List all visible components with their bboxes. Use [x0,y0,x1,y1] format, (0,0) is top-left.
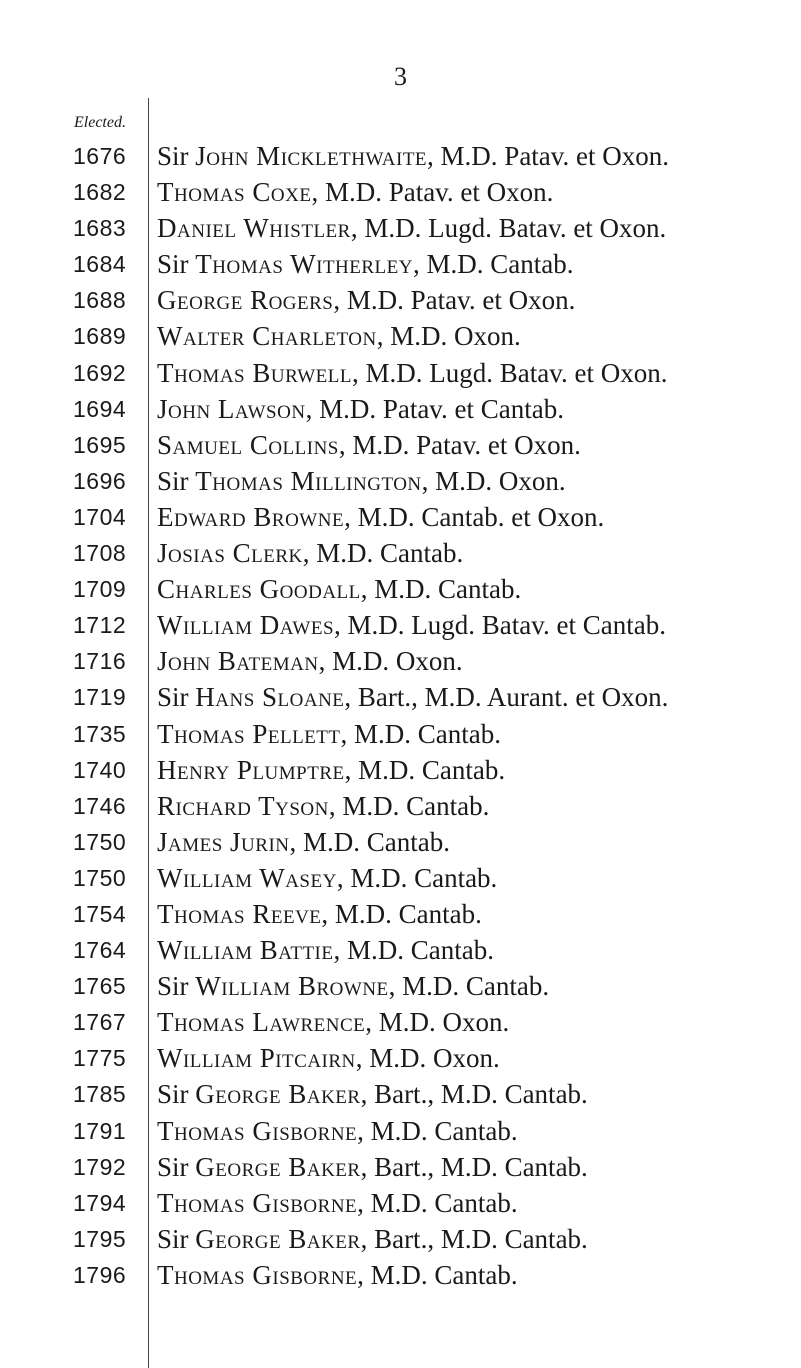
entry-name: George Baker [195,1223,361,1254]
entry-year: 1689 [73,323,127,350]
entry-year: 1735 [73,720,127,747]
entry-year: 1785 [73,1081,127,1108]
entry-text [157,824,450,860]
entry-name: Daniel Whistler [157,213,351,244]
entry-prefix: Sir [157,682,196,713]
entry-year: 1683 [73,215,127,242]
entry-prefix: Sir [157,1079,196,1110]
entry-degree: , M.D. Lugd. Batav. et Cantab. [334,610,666,641]
entry-text [157,499,604,535]
list-item [0,679,801,715]
entry-text [157,246,573,282]
list-item [0,391,801,427]
list-item [0,210,801,246]
list-item [0,1149,801,1185]
entry-year: 1764 [73,937,127,964]
entry-degree: , Bart., M.D. Cantab. [360,1151,588,1182]
entry-name: John Lawson [157,393,306,424]
entry-name: Josias Clerk [157,538,303,569]
entry-year: 1794 [73,1189,127,1216]
list-item [0,318,801,354]
entry-name: William Pitcairn [157,1043,356,1074]
entry-year: 1775 [73,1045,127,1072]
entry-name: Thomas Gisborne [157,1259,358,1290]
entry-year: 1716 [73,648,127,675]
list-item [0,1076,801,1112]
page-number: 3 [394,62,407,91]
entry-name: Richard Tyson [157,790,329,821]
entry-name: Thomas Witherley [195,249,413,280]
entry-year: 1746 [73,792,127,819]
list-item [0,463,801,499]
entry-text [157,174,553,210]
list-item [0,968,801,1004]
entry-name: Henry Plumptre [157,754,345,785]
entry-text [157,1076,588,1112]
entry-name: George Baker [195,1151,361,1182]
entry-degree: , M.D. Cantab. [333,935,494,966]
entry-text [157,932,494,968]
entry-year: 1740 [73,756,127,783]
entry-name: James Jurin [157,826,290,857]
list-item [0,535,801,571]
list-item [0,788,801,824]
list-item [0,824,801,860]
entry-prefix: Sir [157,971,196,1002]
entry-degree: , M.D. Lugd. Batav. et Oxon. [351,357,668,388]
list-item [0,752,801,788]
entry-text [157,607,666,643]
entry-name: Charles Goodall [157,574,361,605]
entry-year: 1692 [73,359,127,386]
entry-name: William Battie [157,935,334,966]
entry-degree: , M.D. Oxon. [355,1043,500,1074]
list-item [0,860,801,896]
entry-year: 1696 [73,467,127,494]
entry-year: 1750 [73,828,127,855]
entry-year: 1709 [73,576,127,603]
list-item [0,643,801,679]
entry-name: Samuel Collins [157,429,339,460]
entry-degree: , M.D. Cantab. [289,826,450,857]
list-item [0,716,801,752]
entry-prefix: Sir [157,1151,196,1182]
entry-name: Walter Charleton [157,321,377,352]
entry-name: Edward Browne [157,501,345,532]
entry-degree: , M.D. Cantab. [388,971,550,1002]
entry-name: Thomas Gisborne [157,1115,358,1146]
entry-text [157,391,564,427]
entry-degree: , M.D. Oxon. [376,321,521,352]
entry-text [157,896,482,932]
president-list [0,138,801,1293]
entry-degree: , M.D. Cantab. [302,538,464,569]
list-item [0,174,801,210]
entry-prefix: Sir [157,1223,196,1254]
list-item [0,355,801,391]
entry-text [157,318,521,354]
entry-name: William Browne [195,971,389,1002]
entry-text [157,210,666,246]
entry-year: 1712 [73,612,127,639]
entry-name: Hans Sloane [195,682,345,713]
entry-text [157,1257,518,1293]
entry-name: John Micklethwaite [195,141,428,171]
entry-year: 1754 [73,900,127,927]
entry-text [157,860,497,896]
entry-degree: , M.D. Patav. et Oxon. [333,285,576,316]
list-item [0,1257,801,1293]
entry-year: 1694 [73,395,127,422]
entry-name: Thomas Gisborne [157,1187,358,1218]
entry-degree: , Bart., M.D. Cantab. [360,1079,588,1110]
entry-degree: , M.D. Oxon. [365,1007,510,1038]
entry-degree: , M.D. Cantab. [336,862,498,893]
entry-degree: , M.D. Cantab. [357,1115,518,1146]
entry-year: 1791 [73,1117,127,1144]
entry-text [157,535,463,571]
entry-text [157,1113,518,1149]
entry-text [157,752,505,788]
entry-text [157,282,575,318]
entry-name: George Rogers [157,285,334,316]
entry-degree: , M.D. Cantab. [321,898,482,929]
entry-degree: , M.D. Cantab. [328,790,490,821]
entry-name: Thomas Millington [195,465,422,496]
entry-prefix: Sir [157,249,196,280]
entry-text [157,1221,588,1257]
entry-degree: , M.D. Patav. et Oxon. [338,429,581,460]
list-item [0,607,801,643]
entry-name: George Baker [195,1079,361,1110]
entry-year: 1695 [73,431,127,458]
list-item [0,1185,801,1221]
entry-degree: , M.D. Cantab. [357,1259,518,1290]
entry-text [157,643,463,679]
entry-degree: , M.D. Cantab. [344,754,506,785]
entry-degree: , M.D. Lugd. Batav. et Oxon. [350,213,667,244]
entry-text [157,716,501,752]
entry-name: William Dawes [157,610,335,641]
entry-degree: , M.D. Cantab. [413,249,574,280]
entry-year: 1704 [73,503,127,530]
entry-year: 1682 [73,179,127,206]
list-item [0,138,801,174]
list-item [0,1113,801,1149]
entry-text [157,355,667,391]
list-item [0,499,801,535]
entry-name: Thomas Coxe [157,177,312,208]
entry-year: 1676 [73,143,127,169]
entry-name: Thomas Pellett [157,718,341,749]
list-item [0,246,801,282]
entry-prefix: Sir [157,465,196,496]
list-item [0,571,801,607]
entry-year: 1750 [73,864,127,891]
entry-year: 1708 [73,540,127,567]
entry-degree: , M.D. Patav. et Cantab. [305,393,565,424]
entry-text [157,968,549,1004]
entry-name: Thomas Burwell [157,357,352,388]
entry-text [157,138,669,174]
entry-text [157,571,521,607]
list-item [0,282,801,318]
list-item [0,932,801,968]
entry-degree: , M.D. Cantab. [360,574,522,605]
entry-degree: , M.D. Oxon. [318,646,463,677]
list-item [0,1221,801,1257]
entry-text [157,1185,518,1221]
entry-degree: , M.D. Cantab. et Oxon. [344,501,605,532]
entry-degree: , M.D. Patav. et Oxon. [427,141,670,171]
entry-text [157,1040,500,1076]
entry-degree: , M.D. Cantab. [357,1187,518,1218]
entry-name: Thomas Lawrence [157,1007,366,1038]
entry-prefix: Sir [157,141,196,171]
entry-text [157,427,581,463]
entry-year: 1684 [73,251,127,278]
entry-text [157,463,566,499]
list-item [0,427,801,463]
entry-year: 1688 [73,287,127,314]
column-header-elected: Elected. [74,114,126,131]
entry-name: William Wasey [157,862,337,893]
entry-year: 1796 [73,1261,127,1288]
entry-degree: , M.D. Patav. et Oxon. [311,177,554,208]
list-item [0,896,801,932]
entry-year: 1765 [73,973,127,1000]
entry-text [157,1004,509,1040]
entry-text [157,1149,588,1185]
entry-name: Thomas Reeve [157,898,322,929]
entry-year: 1795 [73,1225,127,1252]
entry-year: 1767 [73,1009,127,1036]
entry-degree: , Bart., M.D. Aurant. et Oxon. [344,682,669,713]
entry-degree: , M.D. Cantab. [340,718,502,749]
entry-text [157,679,668,715]
entry-year: 1719 [73,684,127,711]
list-item [0,1040,801,1076]
entry-degree: , Bart., M.D. Cantab. [360,1223,588,1254]
entry-name: John Bateman [157,646,319,677]
entry-text [157,788,489,824]
entry-degree: , M.D. Oxon. [421,465,566,496]
entry-year: 1792 [73,1153,127,1180]
list-item [0,1004,801,1040]
